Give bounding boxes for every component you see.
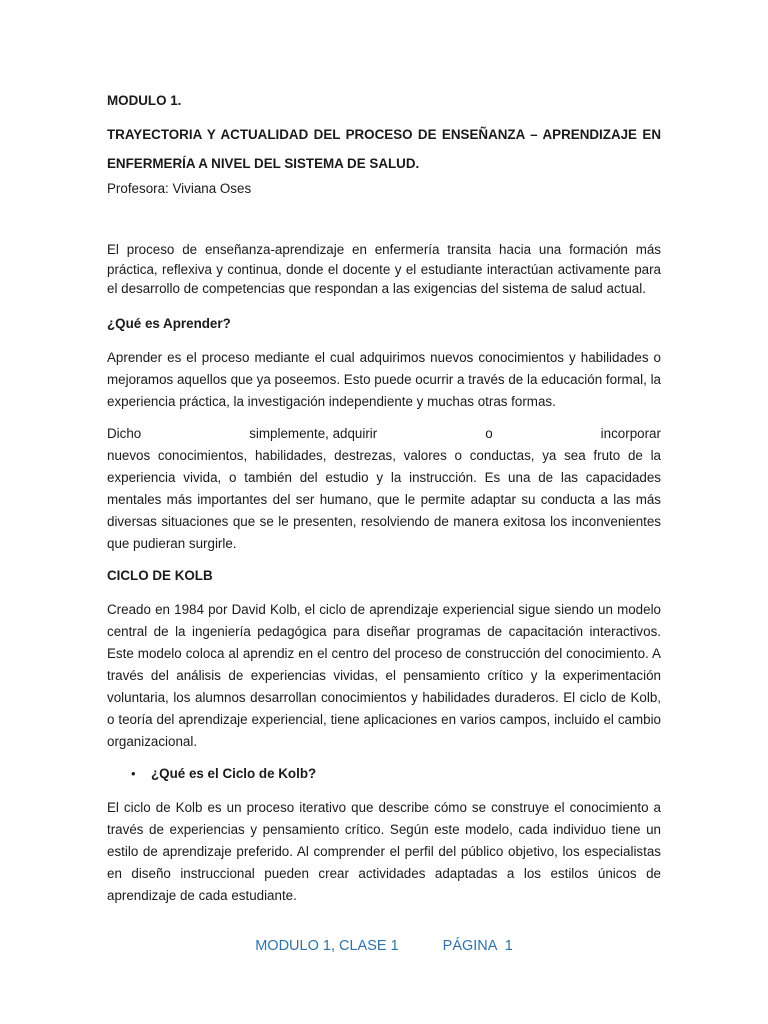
- word-simplemente: simplemente, adquirir: [249, 425, 378, 441]
- word-incorporar: incorporar: [600, 425, 661, 441]
- teacher-name: Profesora: Viviana Oses: [107, 181, 252, 196]
- word-dicho: Dicho: [107, 425, 142, 441]
- section-heading-kolb: CICLO DE KOLB: [107, 567, 213, 583]
- footer-module-class: MODULO 1, CLASE 1: [255, 938, 399, 954]
- aprender-paragraph-1: Aprender es el proceso mediante el cual adquirimos nuevos conocimientos y habilidades o mejoramos aquellos que ya poseemos. Esto puede ocurrir a través de la educación formal, la experiencia práctica, la investigación independiente y muchas otras formas.: [107, 349, 661, 409]
- bullet-heading: ¿Qué es el Ciclo de Kolb?: [151, 765, 317, 781]
- bullet-icon: •: [131, 765, 136, 781]
- section-heading-aprender: ¿Qué es Aprender?: [107, 315, 231, 331]
- document-title: TRAYECTORIA Y ACTUALIDAD DEL PROCESO DE ENSEÑANZA – APRENDIZAJE EN ENFERMERÍA A NIVEL DEL SISTEMA DE SALUD.: [107, 127, 661, 171]
- document-page: [107, 90, 661, 907]
- aprender-paragraph-2-first-line: [107, 423, 661, 445]
- footer-page-number: PÁGINA 1: [442, 938, 513, 954]
- kolb-paragraph-2: El ciclo de Kolb es un proceso iterativo que describe cómo se construye el conocimiento a través de experiencias y pensamiento crítico. Según este modelo, cada individuo tiene un estilo de aprendizaje preferido. Al comprender el perfil del público objetivo, los especialistas en diseño instruccional pueden crear actividades adaptadas a los estilos únicos de aprendizaje de cada estudiante.: [107, 799, 661, 903]
- bullet-item-kolb: [107, 763, 661, 785]
- intro-paragraph: El proceso de enseñanza-aprendizaje en enfermería transita hacia una formación más práctica, reflexiva y continua, donde el docente y el estudiante interactúan activamente para el desarrollo de competencias que respondan a las exigencias del sistema de salud actual.: [107, 242, 661, 296]
- kolb-paragraph-1: Creado en 1984 por David Kolb, el ciclo de aprendizaje experiencial sigue siendo un modelo central de la ingeniería pedagógica para diseñar programas de capacitación interactivos. Este modelo coloca al aprendiz en el centro del proceso de construcción del conocimiento. A través del análisis de experiencias vividas, el pensamiento crítico y la experimentación voluntaria, los alumnos desarrollan conocimientos y habilidades duraderos. El ciclo de Kolb, o teoría del aprendizaje experiencial, tiene aplicaciones en varios campos, incluido el cambio organizacional.: [107, 601, 661, 749]
- page-footer: [0, 938, 768, 954]
- word-o: o: [485, 425, 493, 441]
- module-label: MODULO 1.: [107, 93, 182, 108]
- aprender-paragraph-2: nuevos conocimientos, habilidades, destrezas, valores o conductas, ya sea fruto de la experiencia vivida, o también del estudio y la instrucción. Es una de las capacidades mentales más importantes del ser humano, que le permite adaptar su conducta a las más diversas situaciones que se le presenten, resolviendo de manera exitosa los inconvenientes que pudieran surgirle.: [107, 447, 661, 551]
